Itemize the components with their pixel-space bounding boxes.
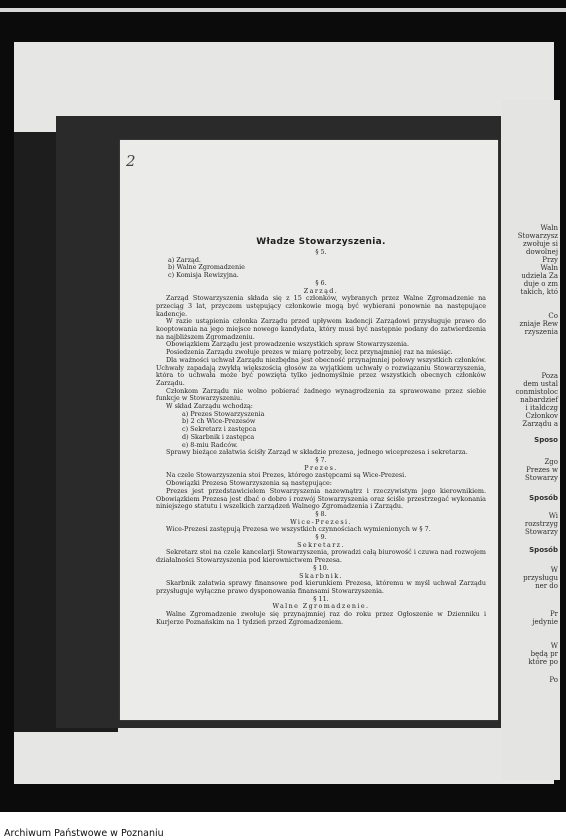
section-7-subheading: Prezes. [304,463,338,472]
paragraph: Obowiązkiem Zarządu jest prowadzenie wszystkich spraw Stowarzyszenia. [166,340,409,349]
section-6-subheading: Zarząd. [303,286,339,295]
paragraph: Posiedzenia Zarządu zwołuje prezes w miarę potrzeby, lecz przynajmniej raz na miesiąc. [166,348,453,357]
section-8-subheading: Wice-Prezesi. [290,517,352,526]
right-page-line: nabardzief [520,396,558,404]
right-page-line: Zarządu a [522,420,558,428]
board-member-item: b) 2 ch Wice-Prezesów [182,417,256,426]
right-page-line: Członkov [525,412,558,420]
document-content [156,236,486,626]
right-page-line: rozstrzyg [524,520,558,528]
paragraph: Obowiązki Prezesa Stowarzyszenia są następujące: [166,479,332,488]
right-page-line: jedynie [532,618,558,626]
paragraph: Wice-Prezesi zastępują Prezesa we wszystkich czynnościach wymienionych w § 7. [166,525,431,534]
authority-item: b) Walne Zgromadzenie [168,263,245,272]
section-10-subheading: Skarbnik. [299,571,343,580]
right-page-line: W [550,566,558,574]
right-page-line: Waln [540,224,558,232]
right-page-line: zwołuje si [522,240,558,248]
section-6-heading: § 6. [315,278,327,287]
document-page [120,140,498,720]
board-member-item: d) Skarbnik i zastępca [182,432,255,441]
paragraph: Na czele Stowarzyszenia stoi Prezes, którego zastępcami są Wice-Prezesi. [166,471,407,480]
handwritten-page-number: 2 [126,152,136,170]
authority-item: a) Zarząd. [168,255,201,264]
right-page-line: i italdczg [525,404,558,412]
paragraph: Sprawy bieżące załatwia ściśły Zarząd w składzie prezesa, jednego wiceprezesa i sekretarza. [166,448,468,457]
section-5-heading: § 5. [315,248,327,256]
right-page-line: Wi [548,512,558,520]
right-page-line: rzyszenia [524,328,558,336]
right-page-line: duje o zm [523,280,558,288]
right-page-line: Przy [542,256,558,264]
section-7-heading: § 7. [315,455,327,464]
archive-credit: Archiwum Państwowe w Poznaniu [4,828,164,839]
right-page-line: Sposób [529,546,558,554]
right-page-line: conmistoloc [515,388,558,396]
board-member-item: c) Sekretarz i zastępca [182,425,257,434]
board-member-item: a) Prezes Stowarzyszenia [182,409,265,418]
right-page-fragment [502,100,560,780]
right-page-line: Stowarzysz [517,232,558,240]
right-page-line: ner do [535,582,558,590]
right-page-line: zniaje Rew [519,320,558,328]
paragraph: Walne Zgromadzenie zwołuje się przynajmniej raz do roku przez Ogłoszenie w Dzienniku i Kurjerze Poznańskim na 1 tydzień przed Zgromadzeniem. [156,610,486,626]
right-page-line: dem ustal [523,380,558,388]
section-11-subheading: Walne Zgromadzenie. [272,602,370,611]
right-page-line: Stowarzy [525,474,558,482]
right-page-line: Stowarzy [525,528,558,536]
archive-footer [0,812,566,840]
paragraph: Dla ważności uchwał Zarządu niezbędna jest obecność przynajmniej połowy wszystkich członków. Uchwały zapadają zwykłą większością głosów za wyjątkiem uchwały o rozwiązaniu Stowarzyszenia, która to uchwała może być powzięta tylko jednomyślnie przez wszystkich obecnych członków Zarządu. [156,355,486,387]
paragraph: Skarbnik załatwia sprawy finansowe pod kierunkiem Prezesa, któremu w myśl uchwał Zarządu przysługuje wyłączne prawo dysponowania finansami Stowarzyszenia. [156,579,486,595]
section-9-heading: § 9. [315,533,327,542]
right-page-line: Zgo [544,458,558,466]
right-page-line: Poza [541,372,558,380]
right-page-line: Waln [540,264,558,272]
section-10-heading: § 10. [313,563,329,572]
right-page-line: Pr [549,610,558,618]
right-page-line: będą pr [530,650,558,658]
section-11-heading: § 11. [313,594,329,603]
right-page-line: Prezes w [526,466,558,474]
right-page-line: Co [548,312,558,320]
paragraph: W skład Zarządu wchodzą: [166,402,253,411]
right-page-line: takich, któ [520,288,558,296]
right-page-line: W [550,642,558,650]
paragraph: Członkom Zarządu nie wolno pobierać żadnego wynagrodzenia za sprawowane przez siebie funkcje w Stowarzyszeniu. [156,386,486,403]
authority-item: c) Komisja Rewizyjna. [168,271,239,280]
section-9-subheading: Sekretarz. [297,540,345,549]
board-member-item: e) 8-miu Radców. [182,440,238,449]
paragraph: Zarząd Stowarzyszenia składa się z 15 członków, wybranych przez Walne Zgromadzenie na przeciąg 3 lat, przyczem ustępujący członkowie mogą być wybierani ponownie na następujące kadencje. [156,294,486,318]
section-8-heading: § 8. [315,509,327,518]
right-page-line: przysługu [523,574,558,582]
right-page-line: które po [528,658,558,666]
paragraph: Prezes jest przedstawicielem Stowarzyszenia nazewnątrz i rzeczywistym jego kierownikiem. Obowiązkiem Prezesa jest dbać o dobro i rozwój Stowarzyszenia oraz ściśle przestrzegać wykonania niniejszego statutu i wszelkich zarządzeń Walnego Zgromadzenia i Zarządu. [156,486,486,511]
right-page-line: Po [549,676,558,684]
right-page-line: dowolnej [526,248,558,256]
paragraph: W razie ustąpienia członka Zarządu przed upływem kadencji Zarządowi przysługuje prawo do kooptowania na jego miejsce nowego kandydata, który musi być następnie podany do zatwierdzenia na najbliższem Zgromadzeniu. [156,317,486,341]
right-page-text [502,224,560,684]
right-page-line: Sposób [529,494,558,502]
right-page-line: Sposo [534,436,558,444]
top-strip [0,8,566,12]
paragraph: Sekretarz stoi na czele kancelarji Stowarzyszenia, prowadzi całą biurowość i czuwa nad rozwojem działalności Stowarzyszenia pod kierownictwem Prezesa. [156,548,486,565]
right-page-line: udziela Za [521,272,558,280]
document-title: Władze Stowarzyszenia. [256,237,386,247]
